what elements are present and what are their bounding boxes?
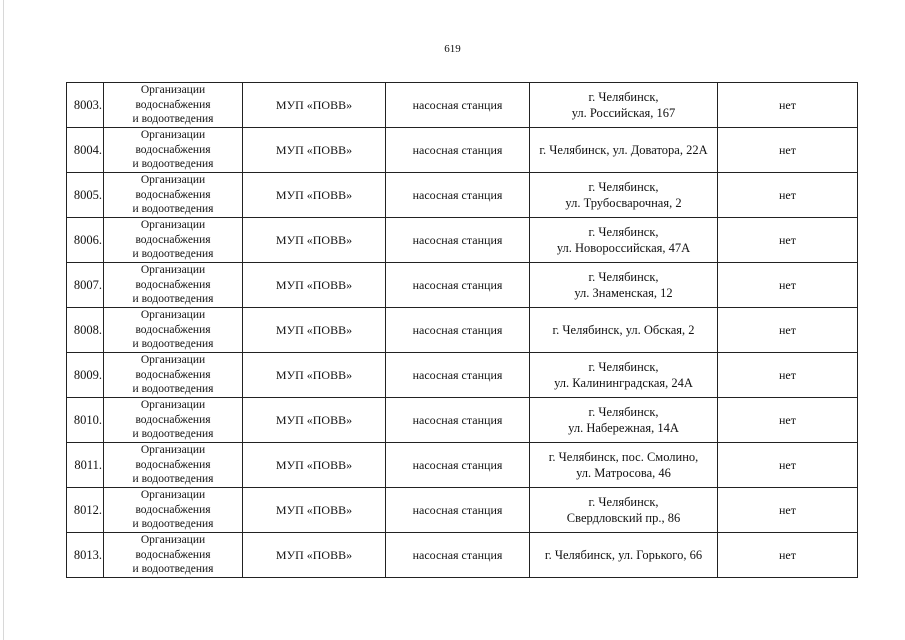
row-number: 8007. <box>67 263 104 308</box>
table-row <box>67 443 858 488</box>
table-row <box>67 218 858 263</box>
org-type-line: Организации <box>140 534 206 547</box>
org-type-line: водоснабжения <box>135 143 211 156</box>
row-number: 8008. <box>67 308 104 353</box>
address-line: г. Челябинск, пос. Смолино, <box>548 450 699 464</box>
object-type-cell: насосная станция <box>386 263 530 308</box>
org-type-cell <box>104 398 243 443</box>
org-type-line: Организации <box>140 489 206 502</box>
address-cell <box>530 173 718 218</box>
table-row <box>67 398 858 443</box>
organization-cell: МУП «ПОВВ» <box>243 263 386 308</box>
scan-edge-line <box>3 0 4 640</box>
row-number: 8003. <box>67 83 104 128</box>
flag-cell: нет <box>718 128 858 173</box>
row-number: 8012. <box>67 488 104 533</box>
org-type-line: Организации <box>140 174 206 187</box>
org-type-cell <box>104 533 243 578</box>
flag-cell: нет <box>718 308 858 353</box>
organization-cell: МУП «ПОВВ» <box>243 353 386 398</box>
object-type-cell: насосная станция <box>386 488 530 533</box>
address-line: г. Челябинск, <box>588 495 659 509</box>
address-line: г. Челябинск, ул. Горького, 66 <box>544 548 703 562</box>
row-number: 8011. <box>67 443 104 488</box>
address-line: г. Челябинск, <box>588 405 659 419</box>
address-line: г. Челябинск, <box>588 225 659 239</box>
org-type-cell <box>104 173 243 218</box>
org-type-line: и водоотведения <box>132 293 214 306</box>
object-type-cell: насосная станция <box>386 218 530 263</box>
org-type-cell <box>104 263 243 308</box>
organization-cell: МУП «ПОВВ» <box>243 398 386 443</box>
flag-cell: нет <box>718 218 858 263</box>
object-type-cell: насосная станция <box>386 83 530 128</box>
address-cell <box>530 128 718 173</box>
org-type-line: и водоотведения <box>132 428 214 441</box>
address-line: ул. Матросова, 46 <box>576 466 671 480</box>
org-type-line: водоснабжения <box>135 548 211 561</box>
address-cell <box>530 398 718 443</box>
org-type-line: водоснабжения <box>135 98 211 111</box>
address-line: ул. Набережная, 14А <box>568 421 679 435</box>
org-type-line: и водоотведения <box>132 383 214 396</box>
table-row <box>67 488 858 533</box>
registry-table <box>66 82 858 578</box>
row-number: 8013. <box>67 533 104 578</box>
org-type-line: и водоотведения <box>132 158 214 171</box>
org-type-line: Организации <box>140 309 206 322</box>
org-type-line: водоснабжения <box>135 323 211 336</box>
organization-cell: МУП «ПОВВ» <box>243 83 386 128</box>
row-number: 8006. <box>67 218 104 263</box>
org-type-cell <box>104 83 243 128</box>
address-line: г. Челябинск, <box>588 180 659 194</box>
org-type-line: водоснабжения <box>135 458 211 471</box>
flag-cell: нет <box>718 173 858 218</box>
table-row <box>67 263 858 308</box>
address-line: г. Челябинск, ул. Доватора, 22А <box>539 143 708 157</box>
org-type-cell <box>104 128 243 173</box>
org-type-line: Организации <box>140 264 206 277</box>
org-type-cell <box>104 443 243 488</box>
object-type-cell: насосная станция <box>386 443 530 488</box>
org-type-line: водоснабжения <box>135 233 211 246</box>
page-number: 619 <box>444 43 461 55</box>
address-cell <box>530 263 718 308</box>
table-row <box>67 533 858 578</box>
flag-cell: нет <box>718 263 858 308</box>
address-cell <box>530 83 718 128</box>
org-type-line: Организации <box>140 354 206 367</box>
org-type-line: водоснабжения <box>135 368 211 381</box>
org-type-line: Организации <box>140 219 206 232</box>
org-type-line: водоснабжения <box>135 278 211 291</box>
organization-cell: МУП «ПОВВ» <box>243 128 386 173</box>
org-type-line: и водоотведения <box>132 203 214 216</box>
object-type-cell: насосная станция <box>386 128 530 173</box>
organization-cell: МУП «ПОВВ» <box>243 488 386 533</box>
org-type-line: водоснабжения <box>135 503 211 516</box>
address-line: г. Челябинск, <box>588 90 659 104</box>
org-type-line: водоснабжения <box>135 188 211 201</box>
flag-cell: нет <box>718 443 858 488</box>
address-line: ул. Трубосварочная, 2 <box>565 196 682 210</box>
address-line: ул. Знаменская, 12 <box>574 286 673 300</box>
address-line: ул. Российская, 167 <box>571 106 676 120</box>
flag-cell: нет <box>718 488 858 533</box>
row-number: 8009. <box>67 353 104 398</box>
flag-cell: нет <box>718 398 858 443</box>
table-row <box>67 173 858 218</box>
org-type-cell <box>104 353 243 398</box>
org-type-line: Организации <box>140 399 206 412</box>
organization-cell: МУП «ПОВВ» <box>243 218 386 263</box>
flag-cell: нет <box>718 83 858 128</box>
table-row <box>67 128 858 173</box>
org-type-line: и водоотведения <box>132 563 214 576</box>
object-type-cell: насосная станция <box>386 533 530 578</box>
table-row <box>67 83 858 128</box>
address-line: ул. Калининградская, 24А <box>554 376 693 390</box>
object-type-cell: насосная станция <box>386 308 530 353</box>
object-type-cell: насосная станция <box>386 353 530 398</box>
address-line: г. Челябинск, <box>588 360 659 374</box>
org-type-line: Организации <box>140 129 206 142</box>
table-row <box>67 353 858 398</box>
flag-cell: нет <box>718 533 858 578</box>
address-cell <box>530 353 718 398</box>
org-type-line: водоснабжения <box>135 413 211 426</box>
org-type-line: и водоотведения <box>132 518 214 531</box>
address-line: ул. Новороссийская, 47А <box>556 241 691 255</box>
org-type-line: и водоотведения <box>132 338 214 351</box>
org-type-line: и водоотведения <box>132 473 214 486</box>
object-type-cell: насосная станция <box>386 398 530 443</box>
table-body <box>67 83 858 578</box>
row-number: 8005. <box>67 173 104 218</box>
flag-cell: нет <box>718 353 858 398</box>
address-line: г. Челябинск, ул. Обская, 2 <box>552 323 695 337</box>
organization-cell: МУП «ПОВВ» <box>243 308 386 353</box>
address-line: г. Челябинск, <box>588 270 659 284</box>
address-cell <box>530 533 718 578</box>
org-type-cell <box>104 488 243 533</box>
row-number: 8010. <box>67 398 104 443</box>
address-cell <box>530 488 718 533</box>
address-cell <box>530 443 718 488</box>
object-type-cell: насосная станция <box>386 173 530 218</box>
org-type-line: Организации <box>140 444 206 457</box>
org-type-line: Организации <box>140 84 206 97</box>
org-type-cell <box>104 218 243 263</box>
org-type-line: и водоотведения <box>132 248 214 261</box>
organization-cell: МУП «ПОВВ» <box>243 443 386 488</box>
address-cell <box>530 218 718 263</box>
row-number: 8004. <box>67 128 104 173</box>
address-line: Свердловский пр., 86 <box>566 511 681 525</box>
table-row <box>67 308 858 353</box>
org-type-line: и водоотведения <box>132 113 214 126</box>
organization-cell: МУП «ПОВВ» <box>243 533 386 578</box>
address-cell <box>530 308 718 353</box>
organization-cell: МУП «ПОВВ» <box>243 173 386 218</box>
org-type-cell <box>104 308 243 353</box>
